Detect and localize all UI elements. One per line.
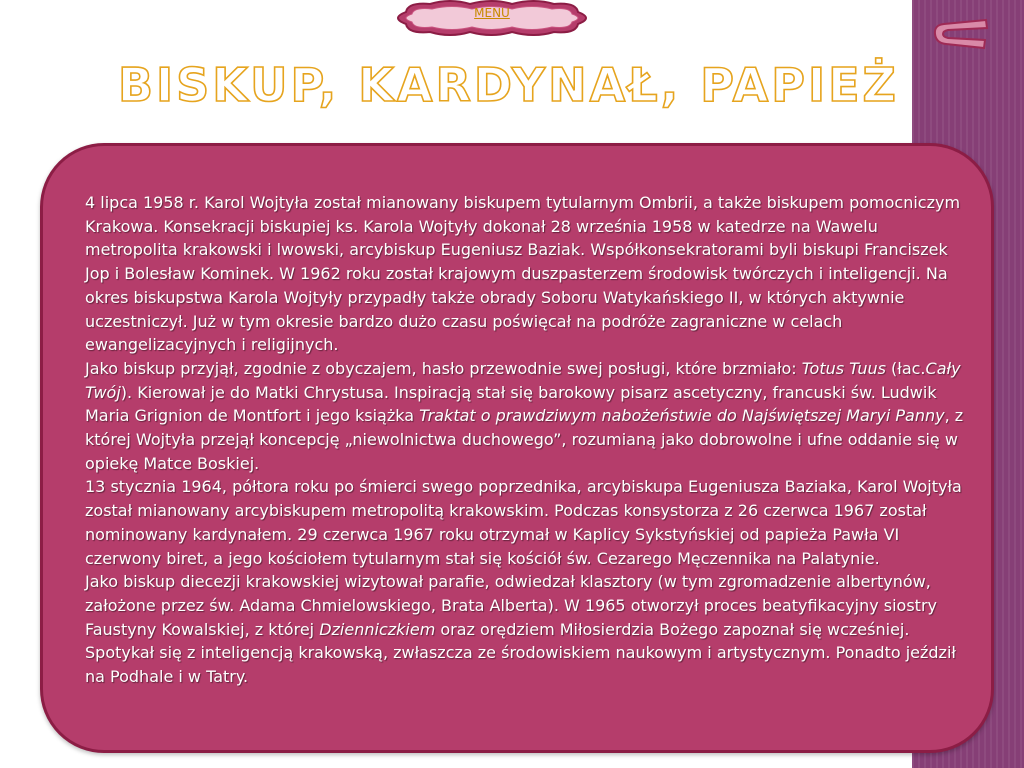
paragraph-bishop-nomination: 4 lipca 1958 r. Karol Wojtyła został mianowany biskupem tytularnym Ombrii, a także biskupem pomocniczym Krakowa. Konsekracji biskupiej ks. Karola Wojtyły dokonał 28 września 1958 w katedrze na Wawelu metropolita krakowski i lwowski, arcybiskup Eugeniusz Baziak. Współkonsekratorami byli biskupi Franciszek Jop i Bolesław Kominek. W 1962 roku został krajowym duszpasterzem środowisk twórczych i inteligencji. Na okres biskupstwa Karola Wojtyły przypadły także obrady Soboru Watykańskiego II, w których aktywnie uczestniczył. Już w tym okresie bardzo dużo czasu poświęcał na podróże zagraniczne w celach ewangelizacyjnych i religijnych. xyxy=(85,193,961,355)
motto-inspiration: ). Kierował je do Matki Chrystusa. Inspiracją stał się barokowy pisarz ascetyczny, francuski św. Ludwik Maria Grignion de Montfort i jego książka xyxy=(85,382,937,426)
motto-intro: Jako biskup przyjął, zgodnie z obyczajem, hasło przewodnie swej posługi, które brzmiało: xyxy=(85,358,802,378)
motto-lang-label: (łac. xyxy=(885,358,926,378)
content-text xyxy=(85,191,965,689)
motto-translation: Cały Twój xyxy=(85,358,961,402)
content-panel xyxy=(40,143,994,753)
paragraph-diocese-activity xyxy=(85,570,965,689)
page-title: BISKUP, KARDYNAŁ, PAPIEŻ xyxy=(118,58,899,112)
diocese-conclusion: oraz orędziem Miłosierdzia Bożego zapoznał się wcześniej. Spotykał się z inteligencją krakowską, zwłaszcza ze środowiskiem naukowym i artystycznym. Ponadto jeździł na Podhale i w Tatry. xyxy=(85,619,956,687)
book-title: Traktat o prawdziwym nabożeństwie do Najświętszej Maryi Panny xyxy=(419,406,945,426)
diary-title: Dzienniczkiem xyxy=(319,619,436,639)
back-arrow-icon[interactable] xyxy=(930,14,990,54)
motto-conclusion: , z której Wojtyła przejął koncepcję „niewolnictwa duchowego”, rozumianą jako dobrowolne i ufne oddanie się w opiekę Matce Boskiej. xyxy=(85,406,964,473)
paragraph-archbishop-cardinal: 13 stycznia 1964, półtora roku po śmierci swego poprzednika, arcybiskupa Eugeniusza Baziaka, Karol Wojtyła został mianowany arcybiskupem metropolitą krakowskim. Podczas konsystorza z 26 czerwca 1967 został nominowany kardynałem. 29 czerwca 1967 roku otrzymał w Kaplicy Sykstyńskiej od papieża Pawła VI czerwony biret, a jego kościołem tytularnym stał się kościół św. Cezarego Męczennika na Palatynie. xyxy=(85,477,962,568)
menu-button[interactable] xyxy=(390,0,594,36)
menu-label[interactable]: MENU xyxy=(474,6,510,20)
diocese-intro: Jako biskup diecezji krakowskiej wizytował parafie, odwiedzał klasztory (w tym zgromadzenie albertynów, założone przez św. Adama Chmielowskiego, Brata Alberta). W 1965 otworzył proces beatyfikacyjny siostry Faustyny Kowalskiej, z której xyxy=(85,572,937,639)
paragraph-motto xyxy=(85,357,965,476)
motto-latin: Totus Tuus xyxy=(801,358,886,378)
